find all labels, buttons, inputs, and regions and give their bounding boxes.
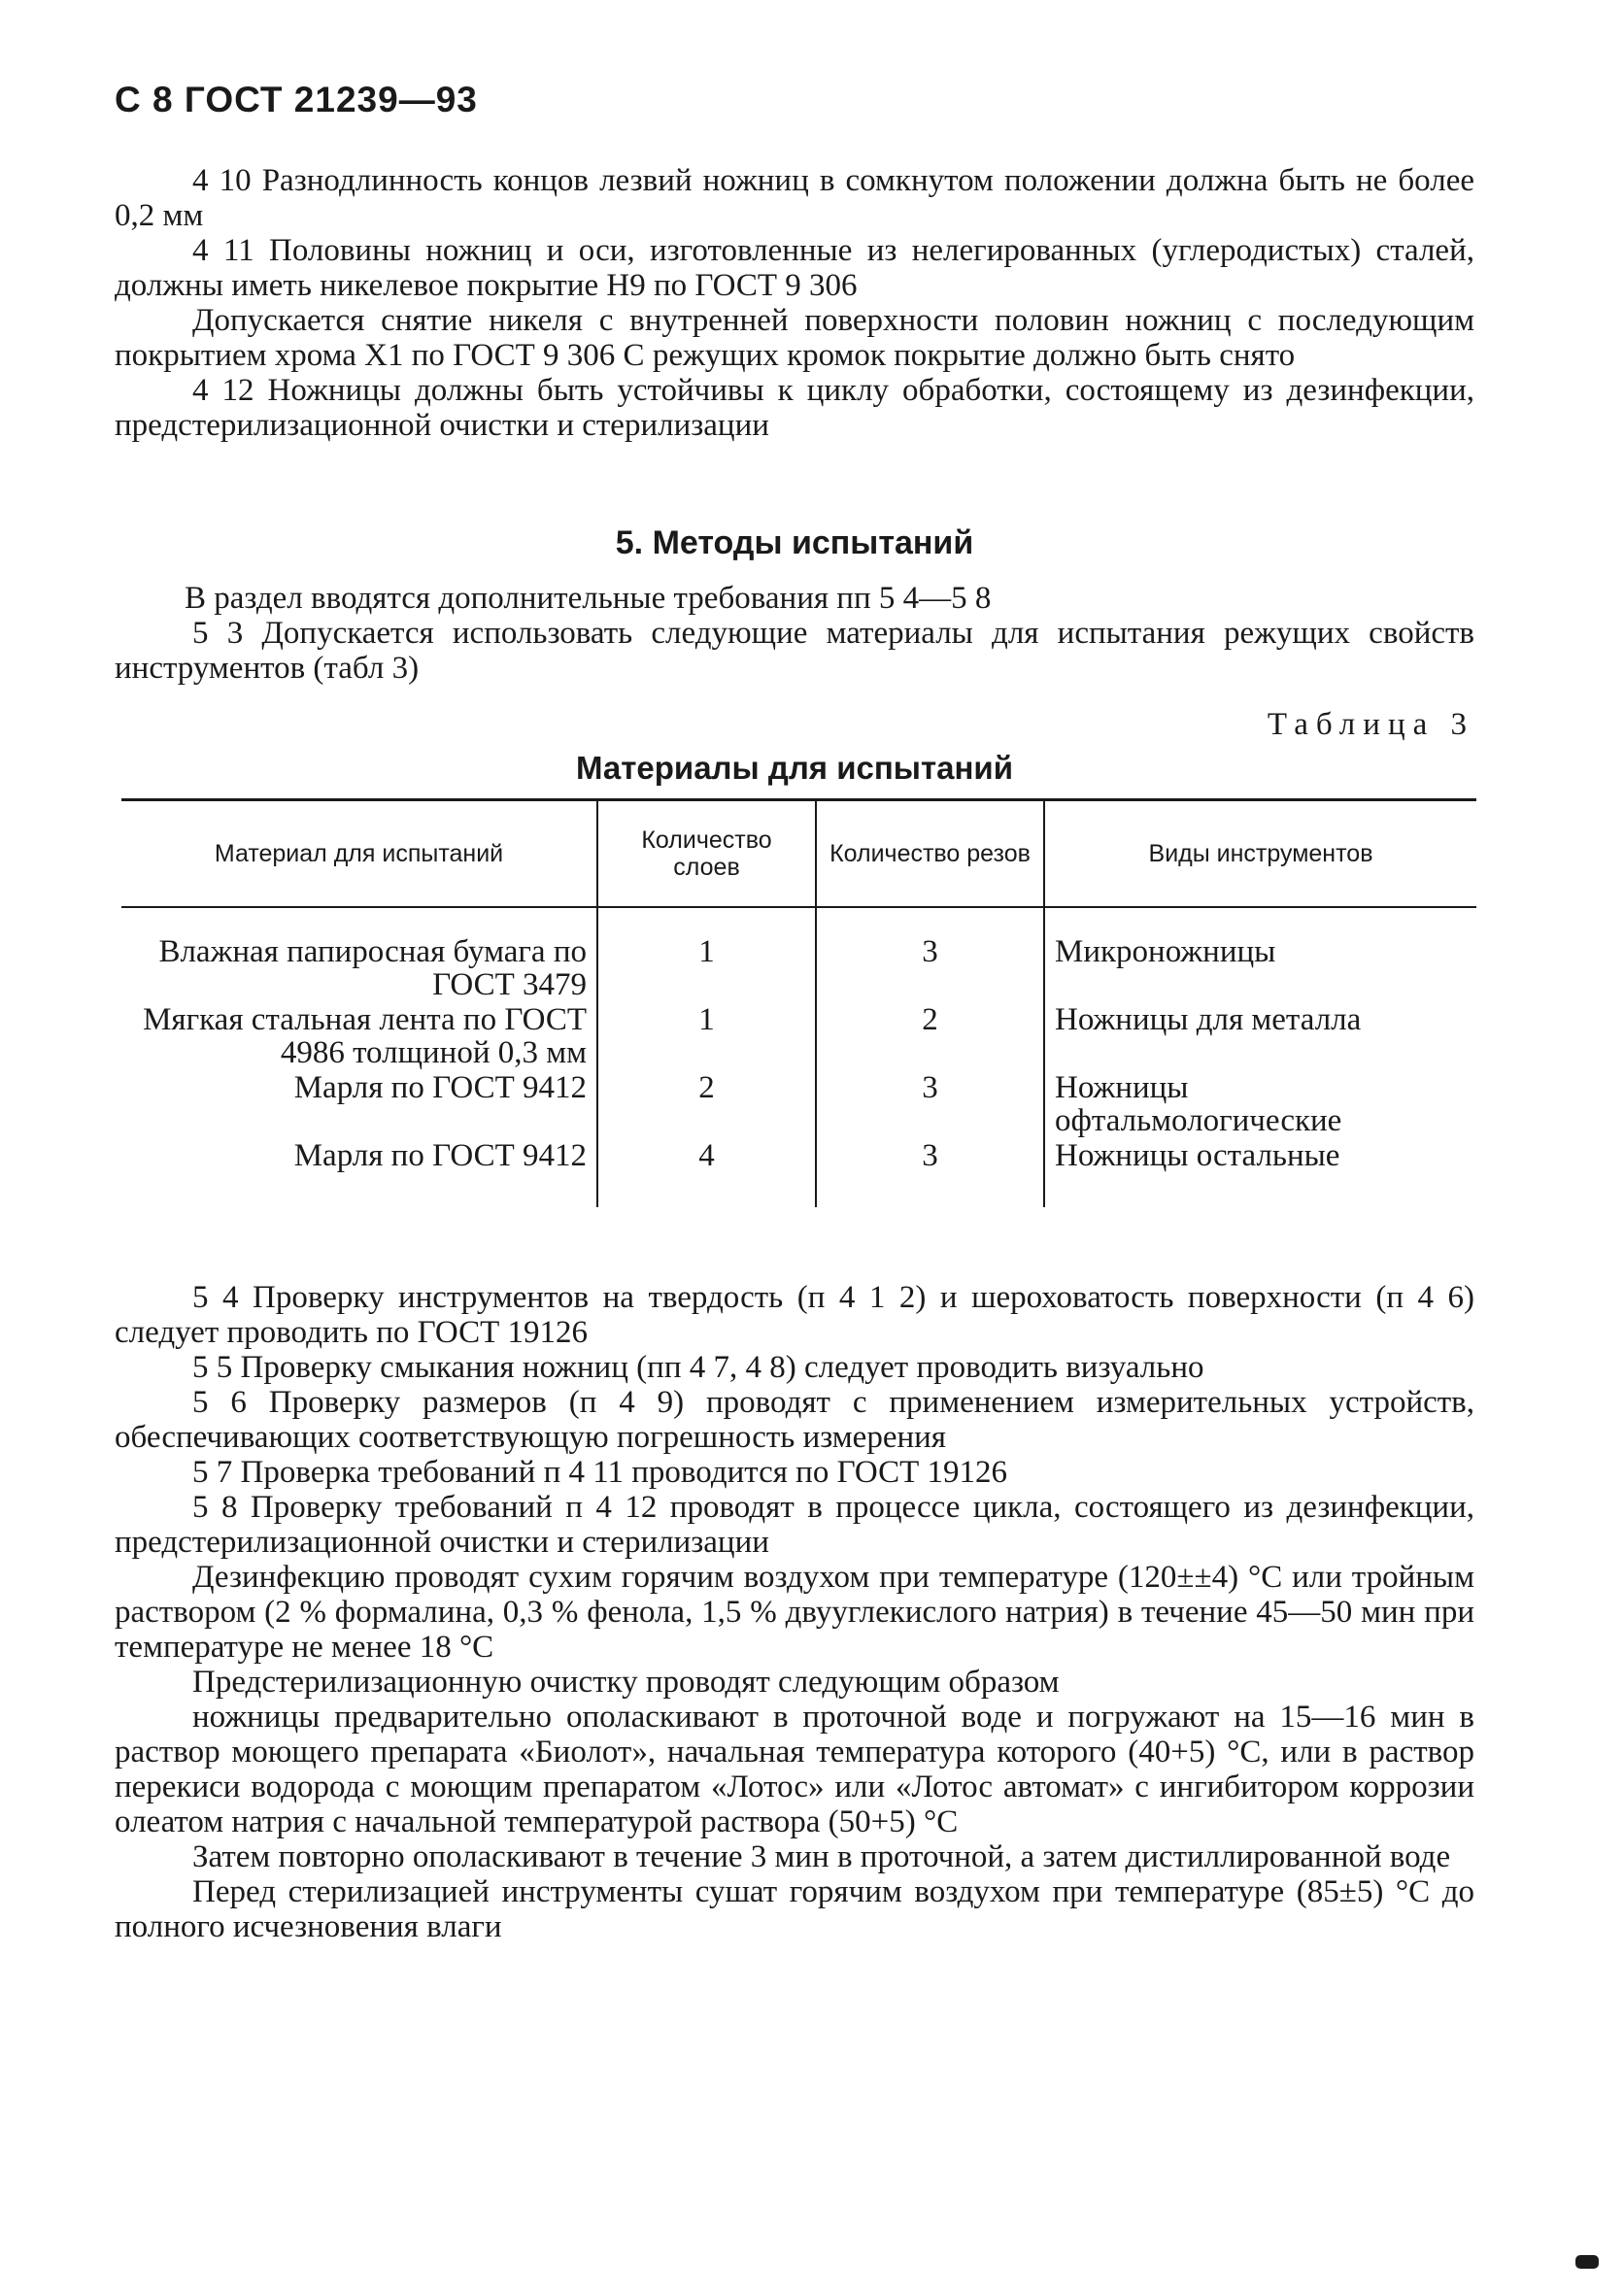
paragraph: 5 6 Проверку размеров (п 4 9) проводят с применением измерительных устройств, обеспечивающих соответствующую погрешность измерения: [115, 1385, 1474, 1455]
table-cell: Микроножницы: [1044, 907, 1476, 1003]
table-cell: Марля по ГОСТ 9412: [293, 1138, 587, 1173]
column-header: Виды инструментов: [1044, 800, 1476, 908]
paragraph: 5 4 Проверку инструментов на твердость (п 4 1 2) и шероховатость поверхности (п 4 6) следует проводить по ГОСТ 19126: [115, 1280, 1474, 1350]
paragraph: Затем повторно ополаскивают в течение 3 мин в проточной, а затем дистиллированной воде: [192, 1839, 1451, 1874]
table-cell: Ножницы офтальмологические: [1044, 1071, 1476, 1139]
table-cell: 3: [816, 1139, 1044, 1207]
table-cell: Ножницы остальные: [1044, 1139, 1476, 1207]
table-cell: 4: [597, 1139, 816, 1207]
paragraph: 5 5 Проверку смыкания ножниц (пп 4 7, 4 8) следует проводить визуально: [192, 1350, 1204, 1385]
scan-mark: [1575, 2255, 1599, 2269]
table-row: [121, 907, 1476, 1003]
table-cell: 1: [597, 1003, 816, 1071]
column-header: Количество слоев: [597, 800, 816, 908]
table-header-row: [121, 800, 1476, 908]
table-cell: Марля по ГОСТ 9412: [293, 1070, 587, 1105]
table-cell: 1: [597, 907, 816, 1003]
column-header: Материал для испытаний: [121, 800, 597, 908]
table-cell: 2: [816, 1003, 1044, 1071]
table-row: [121, 1071, 1476, 1139]
paragraph: 4 10 Разнодлинность концов лезвий ножниц в сомкнутом положении должна быть не более 0,2 мм: [115, 163, 1474, 233]
paragraphs-top: [115, 163, 1474, 443]
paragraphs-section: [115, 581, 1474, 686]
paragraph: 5 8 Проверку требований п 4 12 проводят в процессе цикла, состоящего из дезинфекции, предстерилизационной очистки и стерилизации: [115, 1490, 1474, 1560]
paragraph: 5 3 Допускается использовать следующие материалы для испытания режущих свойств инструментов (табл 3): [115, 616, 1474, 686]
table-cell: Мягкая стальная лента по ГОСТ 4986 толщиной 0,3 мм: [143, 1002, 587, 1070]
table-row: [121, 1003, 1476, 1071]
table-cell: Влажная папиросная бумага по ГОСТ 3479: [158, 934, 587, 1002]
table-cell: Ножницы для металла: [1044, 1003, 1476, 1071]
paragraph: 4 11 Половины ножниц и оси, изготовленные из нелегированных (углеродистых) сталей, должны иметь никелевое покрытие Н9 по ГОСТ 9 306: [115, 233, 1474, 303]
table-cell: 3: [816, 1071, 1044, 1139]
section-title: 5. Методы испытаний: [615, 524, 974, 561]
paragraph: ножницы предварительно ополаскивают в проточной воде и погружают на 15—16 мин в раствор моющего препарата «Биолот», начальная температура которого (40+5) °С, или в раствор перекиси водорода с моющим препаратом «Лотос» или «Лотос автомат» с ингибитором коррозии олеатом натрия с начальной температурой раствора (50+5) °С: [115, 1700, 1474, 1839]
page-header: С 8 ГОСТ 21239—93: [115, 80, 478, 119]
table-label: Таблица 3: [1267, 707, 1474, 742]
paragraph: Предстерилизационную очистку проводят следующим образом: [192, 1665, 1060, 1700]
paragraph: Перед стерилизацией инструменты сушат горячим воздухом при температуре (85±5) °С до полного исчезновения влаги: [115, 1874, 1474, 1944]
table-row: [121, 1139, 1476, 1207]
materials-table: [121, 798, 1476, 1207]
paragraph: 5 7 Проверка требований п 4 11 проводится по ГОСТ 19126: [192, 1455, 1008, 1490]
paragraphs-bottom: [115, 1280, 1474, 1944]
paragraph: В раздел вводятся дополнительные требования пп 5 4—5 8: [185, 581, 992, 616]
table-title: Материалы для испытаний: [576, 750, 1013, 786]
paragraph: Допускается снятие никеля с внутренней поверхности половин ножниц с последующим покрытием хрома Х1 по ГОСТ 9 306 С режущих кромок покрытие должно быть снято: [115, 303, 1474, 373]
table-cell: 3: [816, 907, 1044, 1003]
table-cell: 2: [597, 1071, 816, 1139]
column-header: Количество резов: [816, 800, 1044, 908]
paragraph: Дезинфекцию проводят сухим горячим воздухом при температуре (120±±4) °С или тройным раствором (2 % формалина, 0,3 % фенола, 1,5 % двууглекислого натрия) в течение 45—50 мин при температуре не менее 18 °С: [115, 1560, 1474, 1665]
paragraph: 4 12 Ножницы должны быть устойчивы к циклу обработки, состоящему из дезинфекции, предстерилизационной очистки и стерилизации: [115, 373, 1474, 443]
